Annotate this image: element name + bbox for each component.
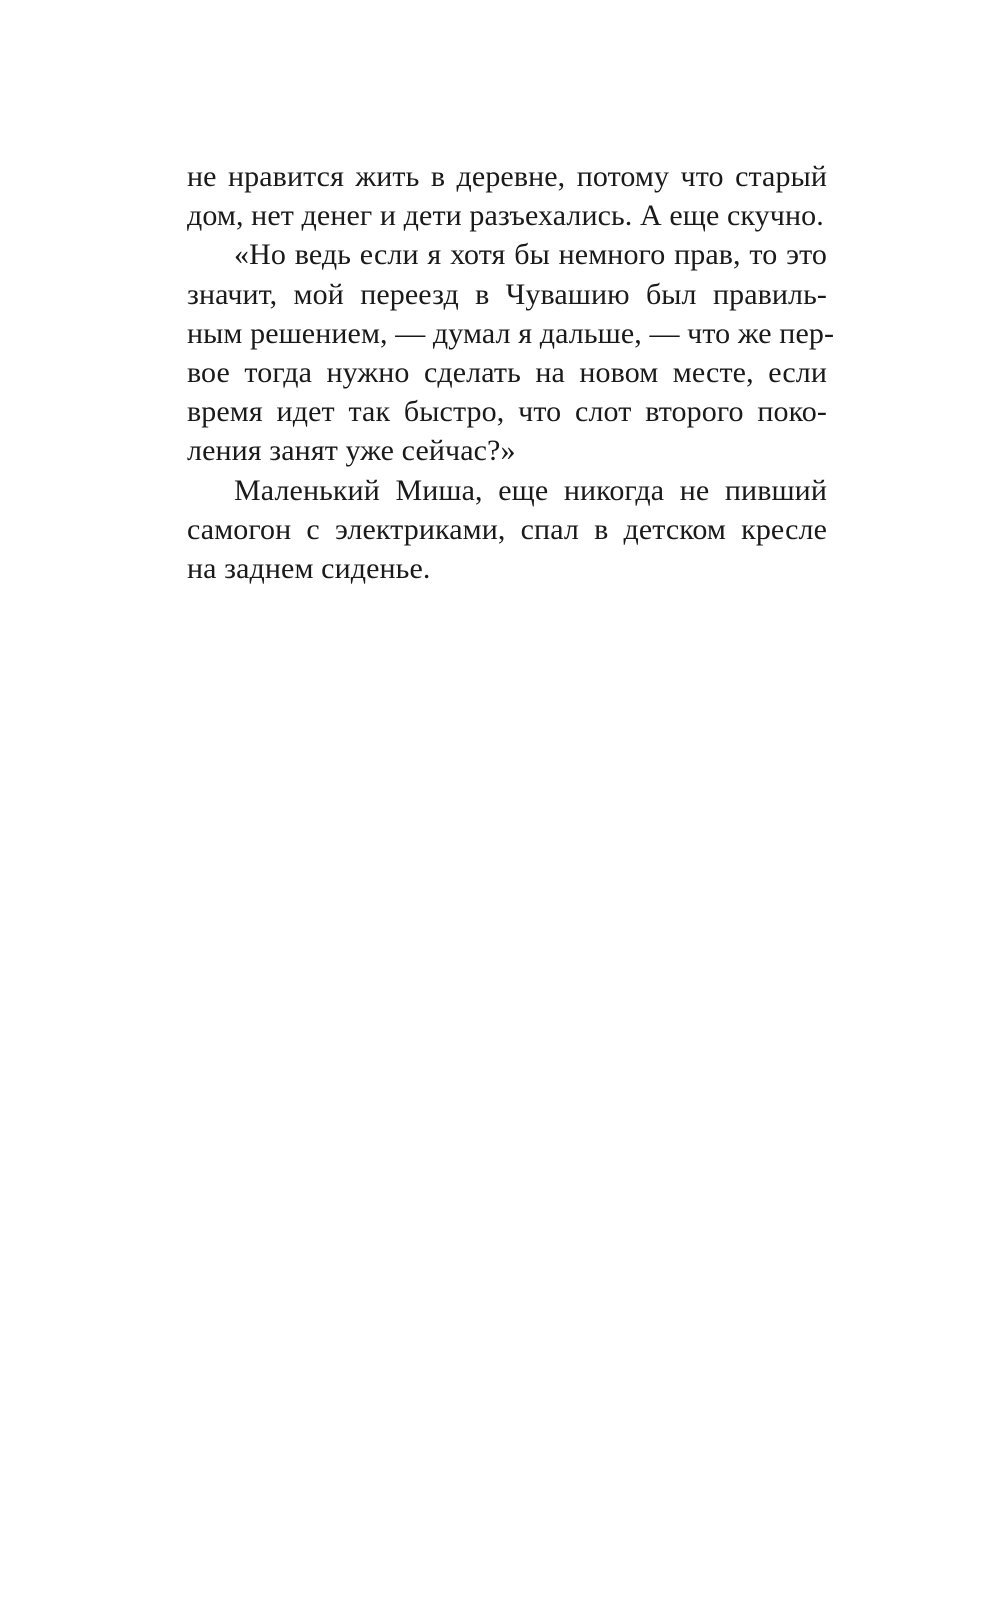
- text-line: время идет так быстро, что слот второго поко-: [187, 395, 827, 429]
- paragraph-quote: [187, 235, 835, 470]
- text-line: не нравится жить в деревне, потому что старый: [187, 160, 827, 193]
- text-line: на заднем сиденье.: [187, 551, 431, 585]
- text-line: вое тогда нужно сделать на новом месте, если: [187, 355, 827, 389]
- text-line: дом, нет денег и дети разъехались. А еще скучно.: [187, 199, 824, 233]
- text-line: значит, мой переезд в Чувашию был правиль-: [187, 277, 827, 311]
- paragraph-misha: [187, 471, 827, 589]
- text-line: самогон с электриками, спал в детском кресле: [187, 512, 827, 546]
- text-line: Маленький Миша, еще никогда не пивший: [234, 473, 827, 507]
- text-line: ным решением, — думал я дальше, — что же пер-: [187, 316, 835, 350]
- body-text: [187, 157, 835, 588]
- paragraph-continuation: [187, 157, 827, 235]
- text-line: «Но ведь если я хотя бы немного прав, то это: [234, 238, 827, 272]
- text-line: ления занят уже сейчас?»: [187, 434, 516, 468]
